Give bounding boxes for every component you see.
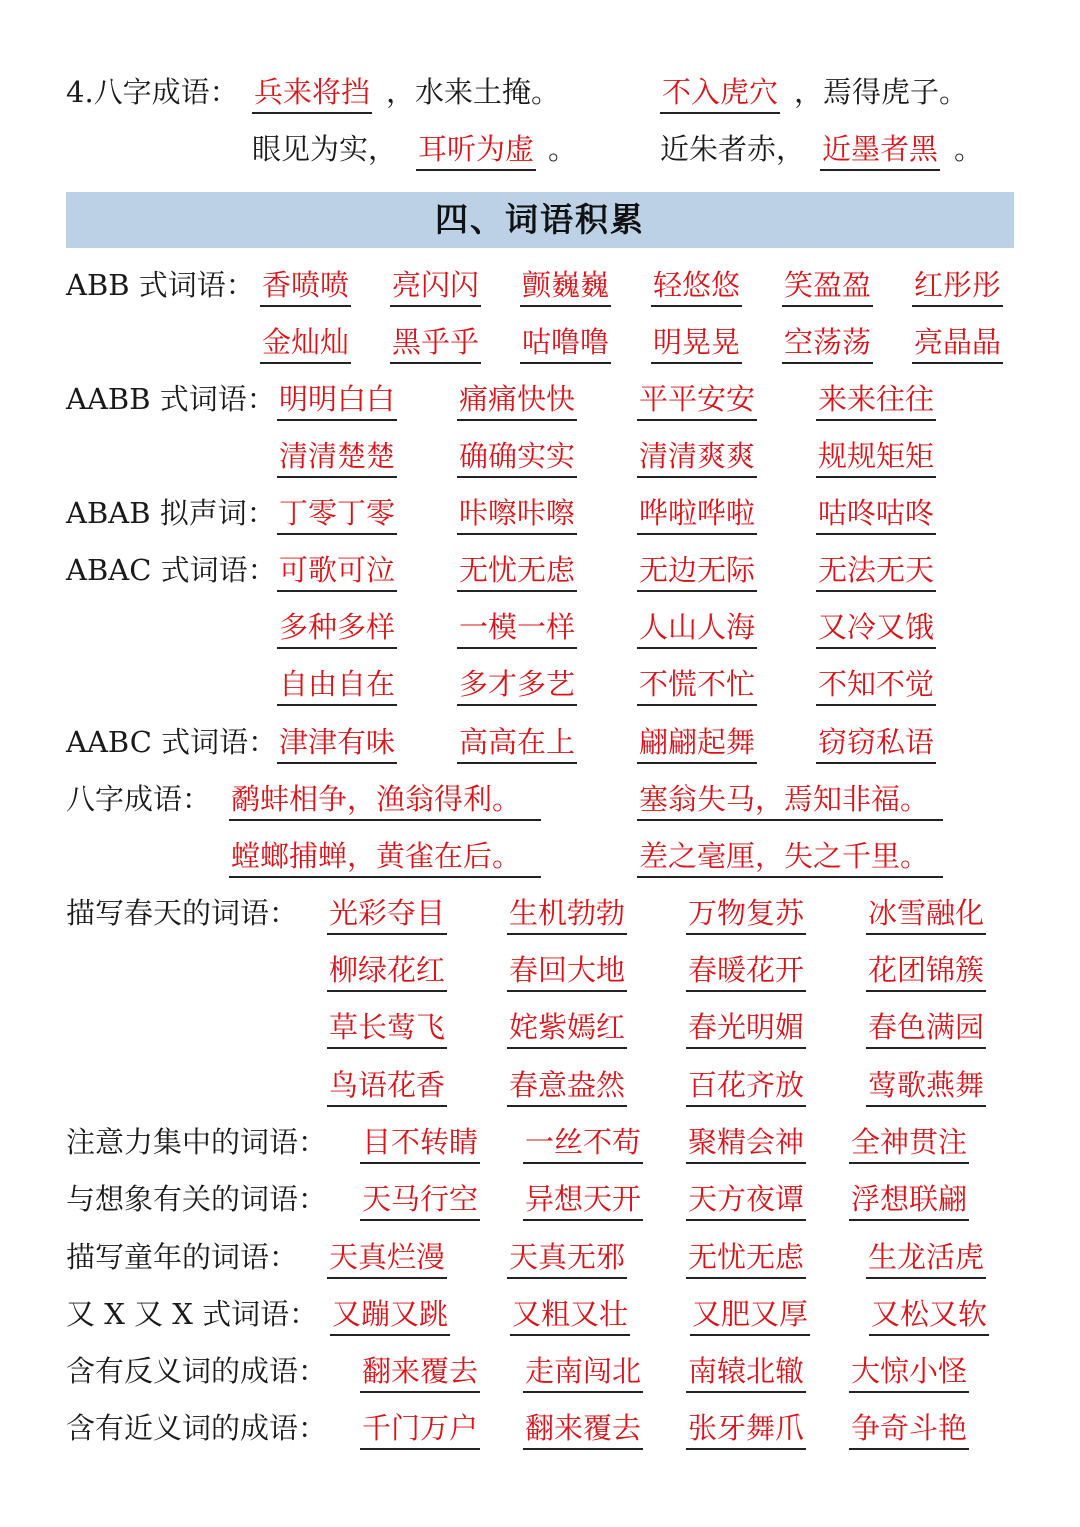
answer-word: 百花齐放 — [686, 1065, 806, 1107]
answer-word: 春回大地 — [507, 950, 627, 992]
static-text: ，焉得虎子。 — [794, 75, 969, 109]
abac-row-2 — [0, 607, 1080, 657]
answer-word: 差之毫厘，失之千里。 — [637, 836, 943, 878]
answer-word: 多才多艺 — [457, 664, 577, 706]
answer-word: 莺歌燕舞 — [866, 1065, 986, 1107]
category-label: 描写童年的词语： — [66, 1240, 299, 1274]
childhood-row-1 — [0, 1237, 1080, 1287]
answer-word: 无边无际 — [637, 550, 757, 592]
answer-word: 亮闪闪 — [390, 265, 481, 307]
static-text: 。 — [548, 132, 578, 166]
aabb-row-2 — [0, 436, 1080, 486]
answer-word: 明明白白 — [277, 379, 397, 421]
answer-word: 咕噜噜 — [520, 322, 611, 364]
answer-word: 异想天开 — [523, 1179, 643, 1221]
answer-word: 不知不觉 — [816, 664, 936, 706]
answer-word: 草长莺飞 — [327, 1007, 447, 1049]
antonym-row-1 — [0, 1351, 1080, 1401]
spring-row-1 — [0, 893, 1080, 943]
answer-word: 无法无天 — [816, 550, 936, 592]
static-text: 近朱者赤， — [660, 132, 806, 166]
synonym-row-1 — [0, 1408, 1080, 1458]
answer-word: 津津有味 — [277, 722, 397, 764]
answer-word: 一模一样 — [457, 607, 577, 649]
category-label: 又 X 又 X 式词语： — [66, 1297, 319, 1331]
answer-word: 清清爽爽 — [637, 436, 757, 478]
answer-word: 光彩夺目 — [327, 893, 447, 935]
answer-word: 翻来覆去 — [523, 1408, 643, 1450]
answer-word: 春光明媚 — [686, 1007, 806, 1049]
idiom-eight-top-row-2 — [0, 129, 1080, 179]
answer-word: 春色满园 — [866, 1007, 986, 1049]
category-label: 注意力集中的词语： — [66, 1125, 328, 1159]
idiom-eight-top-row-1 — [0, 72, 1080, 122]
answer-word: 天马行空 — [360, 1179, 480, 1221]
abb-row-2 — [0, 322, 1080, 372]
category-label: 含有近义词的成语： — [66, 1411, 328, 1445]
category-label: ABB 式词语： — [66, 268, 255, 302]
answer-word: 生龙活虎 — [866, 1237, 986, 1279]
answer-word: 花团锦簇 — [866, 950, 986, 992]
category-label: AABB 式词语： — [66, 382, 276, 416]
answer-word: 塞翁失马，焉知非福。 — [637, 779, 943, 821]
category-label: 与想象有关的词语： — [66, 1182, 328, 1216]
answer-word: 规规矩矩 — [816, 436, 936, 478]
answer-word: 螳螂捕蝉，黄雀在后。 — [229, 836, 541, 878]
answer-word: 哗啦哗啦 — [637, 493, 757, 535]
category-label: AABC 式词语： — [66, 725, 278, 759]
answer-word: 浮想联翩 — [849, 1179, 969, 1221]
answer-word: 空荡荡 — [782, 322, 873, 364]
answer-word: 南辕北辙 — [686, 1351, 806, 1393]
answer-word: 多种多样 — [277, 607, 397, 649]
answer-word: 红彤彤 — [912, 265, 1003, 307]
answer-word: 天方夜谭 — [686, 1179, 806, 1221]
answer-word: 平平安安 — [637, 379, 757, 421]
static-text: 眼见为实， — [252, 132, 398, 166]
answer-word: 鹬蚌相争，渔翁得利。 — [229, 779, 541, 821]
category-label: 八字成语： — [66, 782, 212, 816]
spring-row-2 — [0, 950, 1080, 1000]
answer-word: 全神贯注 — [849, 1122, 969, 1164]
answer-word: 又粗又壮 — [510, 1294, 630, 1336]
attention-row-1 — [0, 1122, 1080, 1172]
answer-word: 人山人海 — [637, 607, 757, 649]
answer-word: 轻悠悠 — [651, 265, 742, 307]
answer-word: 兵来将挡 — [252, 72, 372, 114]
answer-word: 一丝不苟 — [523, 1122, 643, 1164]
answer-word: 咔嚓咔嚓 — [457, 493, 577, 535]
you-x-you-x-row-1 — [0, 1294, 1080, 1344]
answer-word: 耳听为虚 — [416, 129, 536, 171]
abab-row-1 — [0, 493, 1080, 543]
answer-word: 又冷又饿 — [816, 607, 936, 649]
answer-word: 翩翩起舞 — [637, 722, 757, 764]
abac-row-1 — [0, 550, 1080, 600]
section-title: 四、词语积累 — [435, 200, 645, 239]
idiom-eight-row-2 — [0, 836, 1080, 886]
aabb-row-1 — [0, 379, 1080, 429]
answer-word: 咕咚咕咚 — [816, 493, 936, 535]
answer-word: 明晃晃 — [651, 322, 742, 364]
abb-row-1 — [0, 265, 1080, 315]
answer-word: 不入虎穴 — [660, 72, 780, 114]
answer-word: 目不转睛 — [360, 1122, 480, 1164]
answer-word: 来来往往 — [816, 379, 936, 421]
spring-row-4 — [0, 1065, 1080, 1115]
answer-word: 冰雪融化 — [866, 893, 986, 935]
idiom-eight-row-1 — [0, 779, 1080, 829]
idiom-eight-top-label: 4.八字成语： — [66, 75, 239, 109]
answer-word: 姹紫嫣红 — [507, 1007, 627, 1049]
static-text: ，水来土掩。 — [386, 75, 561, 109]
answer-word: 自由自在 — [277, 664, 397, 706]
answer-word: 亮晶晶 — [912, 322, 1003, 364]
answer-word: 生机勃勃 — [507, 893, 627, 935]
category-label: ABAB 拟声词： — [66, 496, 276, 530]
answer-word: 香喷喷 — [260, 265, 351, 307]
answer-word: 确确实实 — [457, 436, 577, 478]
answer-word: 争奇斗艳 — [849, 1408, 969, 1450]
answer-word: 鸟语花香 — [327, 1065, 447, 1107]
answer-word: 又松又软 — [869, 1294, 989, 1336]
answer-word: 金灿灿 — [260, 322, 351, 364]
answer-word: 千门万户 — [360, 1408, 480, 1450]
answer-word: 翻来覆去 — [360, 1351, 480, 1393]
answer-word: 天真烂漫 — [327, 1237, 447, 1279]
answer-word: 清清楚楚 — [277, 436, 397, 478]
answer-word: 大惊小怪 — [849, 1351, 969, 1393]
spring-row-3 — [0, 1007, 1080, 1057]
answer-word: 丁零丁零 — [277, 493, 397, 535]
answer-word: 笑盈盈 — [782, 265, 873, 307]
answer-word: 无忧无虑 — [686, 1237, 806, 1279]
answer-word: 可歌可泣 — [277, 550, 397, 592]
answer-word: 无忧无虑 — [457, 550, 577, 592]
answer-word: 聚精会神 — [686, 1122, 806, 1164]
answer-word: 黑乎乎 — [390, 322, 481, 364]
section-banner — [66, 192, 1014, 248]
answer-word: 颤巍巍 — [520, 265, 611, 307]
answer-word: 张牙舞爪 — [686, 1408, 806, 1450]
answer-word: 柳绿花红 — [327, 950, 447, 992]
answer-word: 春暖花开 — [686, 950, 806, 992]
answer-word: 天真无邪 — [507, 1237, 627, 1279]
category-label: 含有反义词的成语： — [66, 1354, 328, 1388]
category-label: ABAC 式词语： — [66, 553, 277, 587]
answer-word: 又肥又厚 — [690, 1294, 810, 1336]
static-text: 。 — [954, 132, 984, 166]
answer-word: 近墨者黑 — [820, 129, 940, 171]
category-label: 描写春天的词语： — [66, 896, 299, 930]
answer-word: 高高在上 — [457, 722, 577, 764]
imagine-row-1 — [0, 1179, 1080, 1229]
answer-word: 窃窃私语 — [816, 722, 936, 764]
answer-word: 走南闯北 — [523, 1351, 643, 1393]
answer-word: 春意盎然 — [507, 1065, 627, 1107]
answer-word: 又蹦又跳 — [330, 1294, 450, 1336]
aabc-row-1 — [0, 722, 1080, 772]
abac-row-3 — [0, 664, 1080, 714]
answer-word: 痛痛快快 — [457, 379, 577, 421]
answer-word: 不慌不忙 — [637, 664, 757, 706]
answer-word: 万物复苏 — [686, 893, 806, 935]
